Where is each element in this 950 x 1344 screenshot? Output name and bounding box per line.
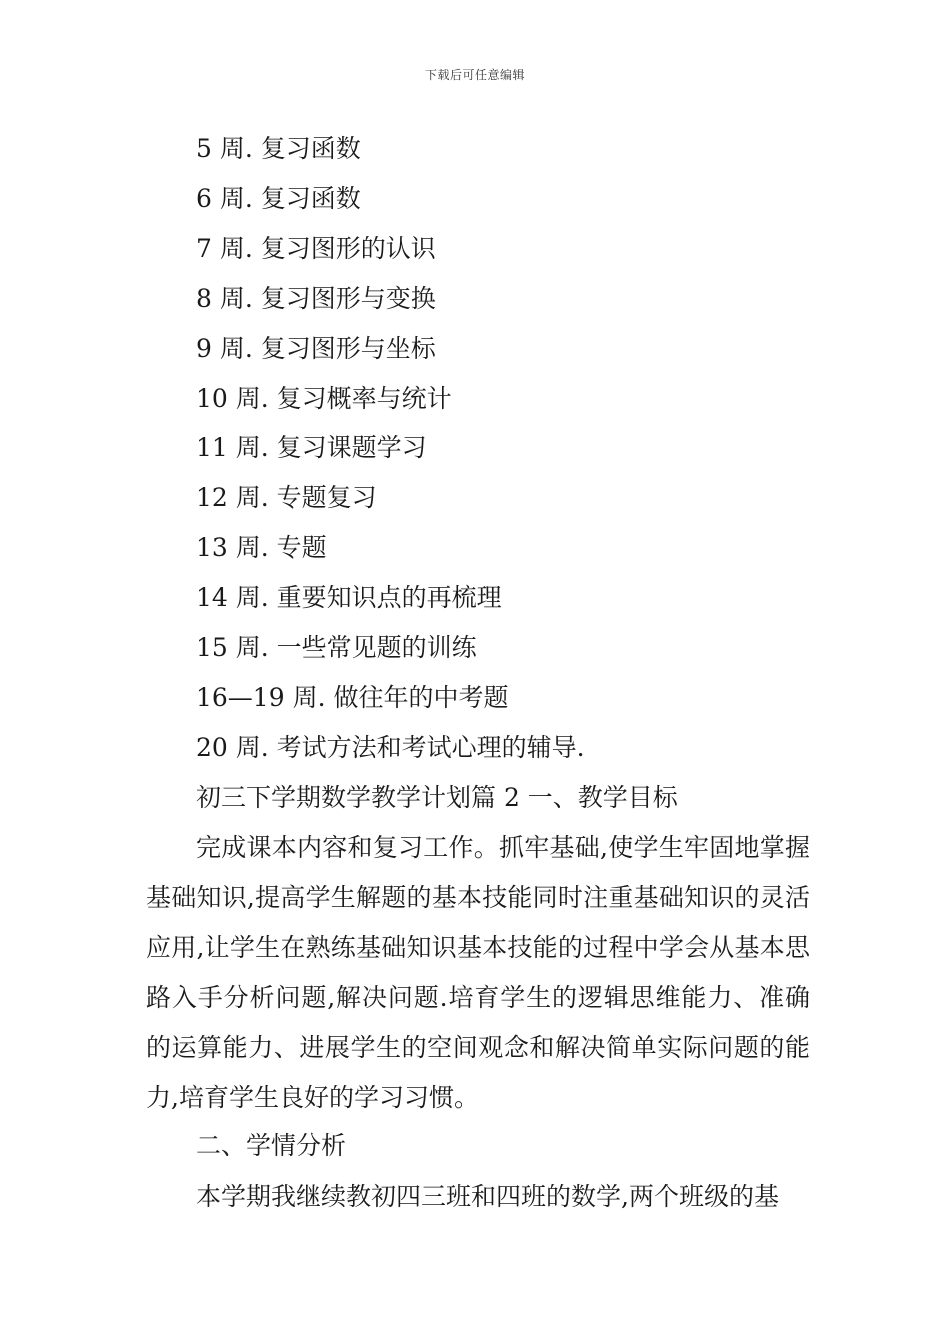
schedule-item: 16—19 周. 做往年的中考题 [196,683,509,712]
schedule-item: 9 周. 复习图形与坐标 [196,334,436,363]
schedule-item: 8 周. 复习图形与变换 [196,284,436,313]
analysis-heading: 二、学情分析 [196,1131,347,1160]
schedule-item: 10 周. 复习概率与统计 [196,384,452,413]
schedule-item: 5 周. 复习函数 [196,134,361,163]
schedule-item: 7 周. 复习图形的认识 [196,234,436,263]
schedule-item: 14 周. 重要知识点的再梳理 [196,583,502,612]
page-header-note: 下载后可任意编辑 [424,68,525,82]
goal-paragraph: 完成课本内容和复习工作。抓牢基础,使学生牢固地掌握基础知识,提高学生解题的基本技能同时注重基础知识的灵活应用,让学生在熟练基础知识基本技能的过程中学会从基本思路入手分析问题,解决问题.培育学生的逻辑思维能力、准确的运算能力、进展学生的空间观念和解决简单实际问题的能力,培育学生良好的学习习惯。 [146,833,810,1112]
schedule-item: 13 周. 专题 [196,533,327,562]
schedule-item: 12 周. 专题复习 [196,483,377,512]
schedule-item: 20 周. 考试方法和考试心理的辅导. [196,733,585,762]
schedule-item: 6 周. 复习函数 [196,184,361,213]
schedule-item: 11 周. 复习课题学习 [196,433,427,462]
schedule-item: 15 周. 一些常见题的训练 [196,633,477,662]
analysis-paragraph: 本学期我继续教初四三班和四班的数学,两个班级的基 [196,1182,779,1211]
section-title: 初三下学期数学教学计划篇 2 一、教学目标 [196,783,678,812]
